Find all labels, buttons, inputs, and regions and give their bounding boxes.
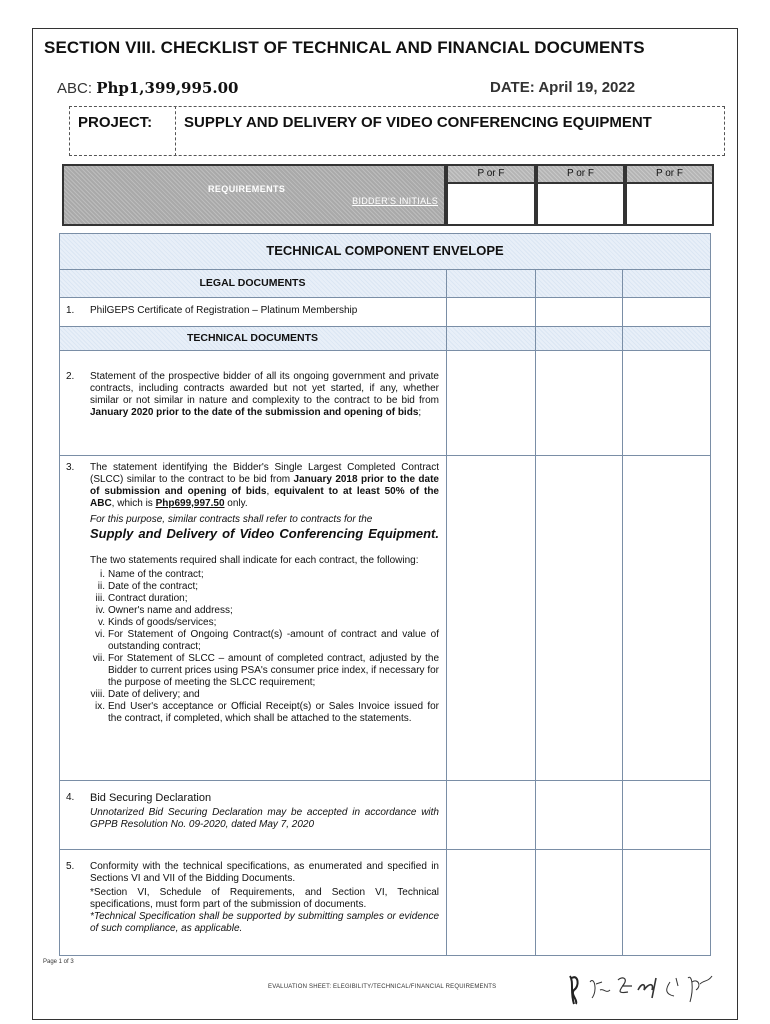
requirement-numeral: vii. [92, 653, 105, 664]
requirement-numeral: ix. [95, 701, 105, 712]
item-title: Conformity with the technical specifications, as enumerated and specified in Sections VI and VII of the Bidding Documents. [90, 861, 439, 884]
abc-label: ABC: [57, 80, 93, 97]
statement-requirements-list [90, 569, 439, 725]
requirement-text: Date of delivery; and [108, 689, 200, 700]
requirement-text: Kinds of goods/services; [108, 617, 217, 628]
item-number: 3. [66, 462, 75, 473]
row-line [59, 350, 711, 351]
footer-caption: EVALUATION SHEET: ELEGIBILITY/TECHNICAL/FINANCIAL REQUIREMENTS [268, 984, 497, 990]
date-value: April 19, 2022 [538, 79, 636, 96]
requirement-numeral: v. [97, 617, 105, 628]
item-text-emphasis: equivalent to at least 50% of the ABC [90, 486, 439, 509]
item-text [90, 371, 439, 419]
item-text-part: Statement of the prospective bidder of all its ongoing government and private contracts, including contracts awarded but not yet started, if any, whether similar or not similar in nature and complexity to the contract to be bid from [90, 371, 439, 406]
requirement-text: Contract duration; [108, 593, 188, 604]
abc-line [57, 79, 238, 97]
statement-requirement-item [90, 653, 439, 689]
pf-column-1 [446, 164, 536, 226]
document-title: SECTION VIII. CHECKLIST OF TECHNICAL AND FINANCIAL DOCUMENTS [44, 38, 645, 57]
technical-heading: TECHNICAL DOCUMENTS [186, 332, 319, 344]
requirement-text: For Statement of Ongoing Contract(s) -amount of contract and value of outstanding contract; [108, 629, 439, 652]
item-text-part: only. [224, 498, 248, 509]
statement-requirement-item [90, 629, 439, 653]
project-label: PROJECT: [78, 114, 153, 131]
section-heading: TECHNICAL COMPONENT ENVELOPE [266, 243, 504, 258]
initials-signatures [566, 968, 716, 1008]
item-note: *Section VI, Schedule of Requirements, and Section VI, Technical specifications, must form part of the submission of documents. [90, 887, 439, 910]
item-text: PhilGEPS Certificate of Registration – Platinum Membership [90, 305, 358, 316]
item-number: 2. [66, 371, 75, 382]
item-note: *Technical Specification shall be supported by submitting samples or evidence of such compliance, as applicable. [90, 911, 439, 934]
item-number: 5. [66, 861, 75, 872]
item-text-part: , [266, 486, 275, 497]
item-number: 1. [66, 305, 75, 316]
project-value: SUPPLY AND DELIVERY OF VIDEO CONFERENCING EQUIPMENT [184, 114, 652, 131]
item-text-emphasis: January 2018 prior to the date of submission and opening of bids [90, 474, 439, 497]
statement-requirement-item [90, 617, 439, 629]
requirement-numeral: vi. [95, 629, 105, 640]
item-text-part: ; [418, 407, 422, 418]
item-text-emphasis: January 2020 prior to the date of the submission and opening of bids [90, 407, 419, 418]
item-title: Bid Securing Declaration [90, 792, 212, 804]
item-text-part: , which is [111, 498, 156, 509]
requirement-numeral: iv. [95, 605, 105, 616]
col-divider-1 [446, 269, 447, 956]
date-label: DATE: [490, 79, 535, 96]
project-divider [175, 106, 176, 156]
requirements-header [62, 164, 446, 226]
item-note: Unnotarized Bid Securing Declaration may be accepted in accordance with GPPB Resolution No. 09-2020, dated May 7, 2020 [90, 807, 439, 830]
slcc-amount: Php699,997.50 [155, 498, 225, 509]
abc-value: Php1,399,995.00 [96, 79, 239, 97]
item-text-part: The statement identifying the Bidder's Single Largest Completed Contract (SLCC) similar to the contract to be bid from [90, 462, 439, 485]
requirement-text: Owner's name and address; [108, 605, 233, 616]
requirement-numeral: ii. [97, 581, 105, 592]
item-number: 4. [66, 792, 75, 803]
pf-column-3 [625, 164, 714, 226]
requirement-numeral: viii. [90, 689, 105, 700]
legal-heading: LEGAL DOCUMENTS [199, 277, 306, 289]
statement-requirement-item [90, 593, 439, 605]
requirements-label: REQUIREMENTS [208, 184, 286, 194]
statement-requirement-item [90, 581, 439, 593]
col-divider-2 [535, 269, 536, 956]
row-line [59, 780, 711, 781]
item-text [90, 861, 439, 935]
row-line [59, 269, 711, 270]
purpose-project: Supply and Delivery of Video Conferencing Equipment. [90, 526, 439, 541]
purpose-note: For this purpose, similar contracts shall refer to contracts for the [90, 514, 373, 525]
requirement-numeral: i. [100, 569, 105, 580]
row-line [59, 326, 711, 327]
requirement-text: End User's acceptance or Official Receipt(s) or Sales Invoice issued for the contract, if completed, which shall be attached to the statements. [108, 701, 439, 724]
date-line [490, 79, 635, 96]
requirement-text: Date of the contract; [108, 581, 199, 592]
statement-requirement-item [90, 569, 439, 581]
page-number: Page 1 of 3 [43, 959, 74, 965]
pf-column-2 [536, 164, 625, 226]
statement-requirement-item [90, 689, 439, 701]
pf-label-2: P or F [538, 166, 623, 184]
pf-label-3: P or F [627, 166, 712, 184]
requirement-text: For Statement of SLCC – amount of completed contract, adjusted by the Bidder to current prices using PSA's consumer price index, if necessary for the purpose of meeting the SLCC requirement; [108, 653, 439, 688]
col-divider-3 [622, 269, 623, 956]
row-line [59, 849, 711, 850]
statement-requirement-item [90, 605, 439, 617]
bidders-initials-label: BIDDER'S INITIALS [352, 196, 438, 206]
statements-intro: The two statements required shall indicate for each contract, the following: [90, 555, 419, 566]
item-text [90, 792, 439, 831]
pf-label-1: P or F [448, 166, 534, 184]
item-text [90, 462, 439, 725]
statement-requirement-item [90, 701, 439, 725]
row-line [59, 455, 711, 456]
requirement-numeral: iii. [95, 593, 105, 604]
requirement-text: Name of the contract; [108, 569, 204, 580]
row-line [59, 297, 711, 298]
